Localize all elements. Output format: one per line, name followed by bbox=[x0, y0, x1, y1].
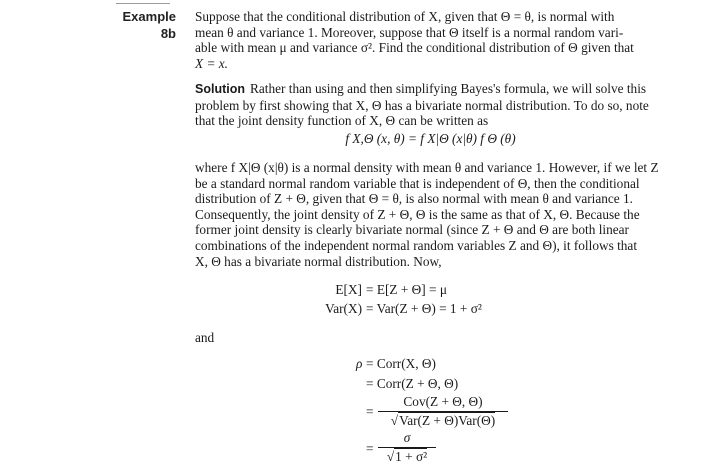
rho-fraction-cov bbox=[378, 394, 508, 429]
sqrt-radicand: Var(Z + Θ)Var(Θ) bbox=[399, 413, 496, 428]
solution-body bbox=[195, 160, 666, 269]
rho-fraction-final-denominator: √1 + σ² bbox=[386, 449, 428, 464]
rho-line-4-equals: = bbox=[366, 441, 374, 456]
joint-density-equation: f X,Θ (x, θ) = f X|Θ (x|θ) f Θ (θ) bbox=[345, 131, 516, 146]
example-label bbox=[116, 8, 176, 42]
and-word: and bbox=[195, 330, 215, 345]
rho-fraction-final bbox=[378, 430, 436, 465]
rho-line-3-equals: = bbox=[366, 404, 374, 419]
rho-fraction-final-numerator: σ bbox=[403, 430, 411, 445]
solution-intro bbox=[195, 81, 666, 129]
problem-line-1: Suppose that the conditional distribution of X, given that Θ = θ, is normal with bbox=[195, 9, 615, 24]
mean-eq-rhs: = E[Z + Θ] = μ bbox=[366, 282, 447, 297]
problem-line-4: X = x. bbox=[195, 55, 228, 71]
problem-statement bbox=[195, 9, 666, 71]
example-label-word: Example bbox=[122, 9, 176, 24]
rho-symbol: ρ bbox=[356, 356, 363, 371]
mean-eq-lhs: E[X] bbox=[335, 282, 362, 297]
problem-line-2: mean θ and variance 1. Moreover, suppose that Θ itself is a normal random vari- bbox=[195, 24, 624, 40]
solution-intro-line-3: that the joint density function of X, Θ can be written as bbox=[195, 113, 489, 129]
example-top-rule bbox=[116, 3, 170, 4]
solution-heading: Solution bbox=[195, 82, 245, 96]
body-line-3: distribution of Z + Θ, given that Θ = θ, is also normal with mean θ and variance 1. bbox=[195, 191, 634, 207]
body-line-2: be a standard normal random variable that is independent of Θ, then the conditional bbox=[195, 175, 640, 191]
body-line-5: former joint density is clearly bivariate normal (since Z + Θ and Θ are both linear bbox=[195, 222, 629, 238]
rho-line-1: = Corr(X, Θ) bbox=[366, 356, 436, 371]
sqrt-radicand: 1 + σ² bbox=[395, 449, 428, 464]
body-line-7: X, Θ has a bivariate normal distribution. Now, bbox=[195, 253, 442, 269]
body-line-6: combinations of the independent normal random variables Z and Θ), it follows that bbox=[195, 237, 638, 253]
solution-intro-text-1: Rather than using and then simplifying Bayes's formula, we will solve this bbox=[250, 81, 647, 96]
body-line-4: Consequently, the joint density of Z + Θ, Θ is the same as that of X, Θ. Because the bbox=[195, 206, 640, 222]
body-line-1: where f X|Θ (x|θ) is a normal density with mean θ and variance 1. However, if we let Z bbox=[195, 160, 659, 175]
rho-fraction-cov-denominator: √Var(Z + Θ)Var(Θ) bbox=[390, 413, 496, 428]
problem-line-3: able with mean μ and variance σ². Find the conditional distribution of Θ given that bbox=[195, 40, 634, 56]
variance-eq-rhs: = Var(Z + Θ) = 1 + σ² bbox=[366, 301, 482, 316]
solution-intro-line-2: problem by first showing that X, Θ has a bivariate normal distribution. To do so, note bbox=[195, 97, 649, 113]
variance-eq-lhs: Var(X) bbox=[325, 301, 362, 316]
rho-line-2: = Corr(Z + Θ, Θ) bbox=[366, 376, 459, 391]
solution-intro-line-1 bbox=[195, 81, 666, 98]
rho-fraction-cov-numerator: Cov(Z + Θ, Θ) bbox=[403, 394, 483, 409]
example-label-number: 8b bbox=[160, 26, 176, 41]
